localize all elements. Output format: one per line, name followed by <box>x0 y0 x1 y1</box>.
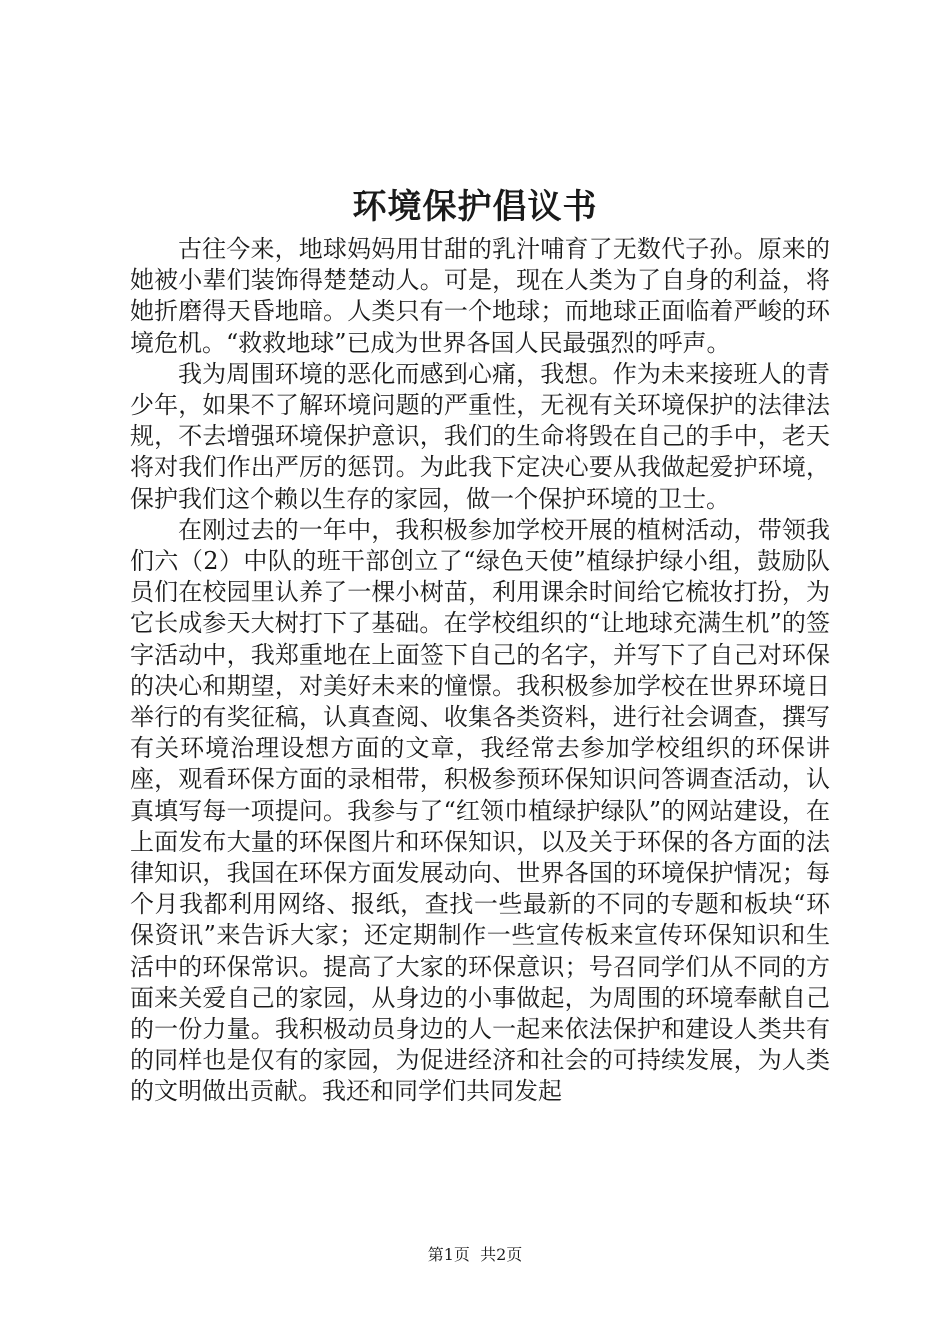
paragraph-3: 在刚过去的一年中，我积极参加学校开展的植树活动，带领我们六（2）中队的班干部创立了“绿色天使”植绿护绿小组，鼓励队员们在校园里认养了一棵小树苗，利用课余时间给它梳妆打扮，为它长成参天大树打下了基础。在学校组织的“让地球充满生机”的签字活动中，我郑重地在上面签下自己的名字，并写下了自己对环保的决心和期望，对美好未来的憧憬。我积极参加学校在世界环境日举行的有奖征稿，认真查阅、收集各类资料，进行社会调查，撰写有关环境治理设想方面的文章，我经常去参加学校组织的环保讲座，观看环保方面的录相带，积极参预环保知识问答调查活动，认真填写每一项提问。我参与了“红领巾植绿护绿队”的网站建设，在上面发布大量的环保图片和环保知识，以及关于环保的各方面的法律知识，我国在环保方面发展动向、世界各国的环境保护情况；每个月我都利用网络、报纸，查找一些最新的不同的专题和板块“环保资讯”来告诉大家；还定期制作一些宣传板来宣传环保知识和生活中的环保常识。提高了大家的环保意识；号召同学们从不同的方面来关爱自己的家园，从身边的小事做起，为周围的环境奉献自己的一份力量。我积极动员身边的人一起来依法保护和建设人类共有的同样也是仅有的家园，为促进经济和社会的可持续发展，为人类的文明做出贡献。我还和同学们共同发起 <box>130 515 830 1106</box>
document-body <box>130 234 830 1108</box>
page-number-label: 第1页 共2页 <box>427 1245 523 1264</box>
paragraph-1: 古往今来，地球妈妈用甘甜的乳汁哺育了无数代子孙。原来的她被小辈们装饰得楚楚动人。可是，现在人类为了自身的利益，将她折磨得天昏地暗。人类只有一个地球；而地球正面临着严峻的环境危机。“救救地球”已成为世界各国人民最强烈的呼声。 <box>130 235 830 357</box>
document-title: 环境保护倡议书 <box>352 187 598 227</box>
paragraph-2: 我为周围环境的恶化而感到心痛，我想。作为未来接班人的青少年，如果不了解环境问题的严重性，无视有关环境保护的法律法规，不去增强环境保护意识，我们的生命将毁在自己的手中，老天将对我们作出严厉的惩罚。为此我下定决心要从我做起爱护环境，保护我们这个赖以生存的家园，做一个保护环境的卫士。 <box>130 359 830 513</box>
page-footer <box>0 1244 950 1266</box>
